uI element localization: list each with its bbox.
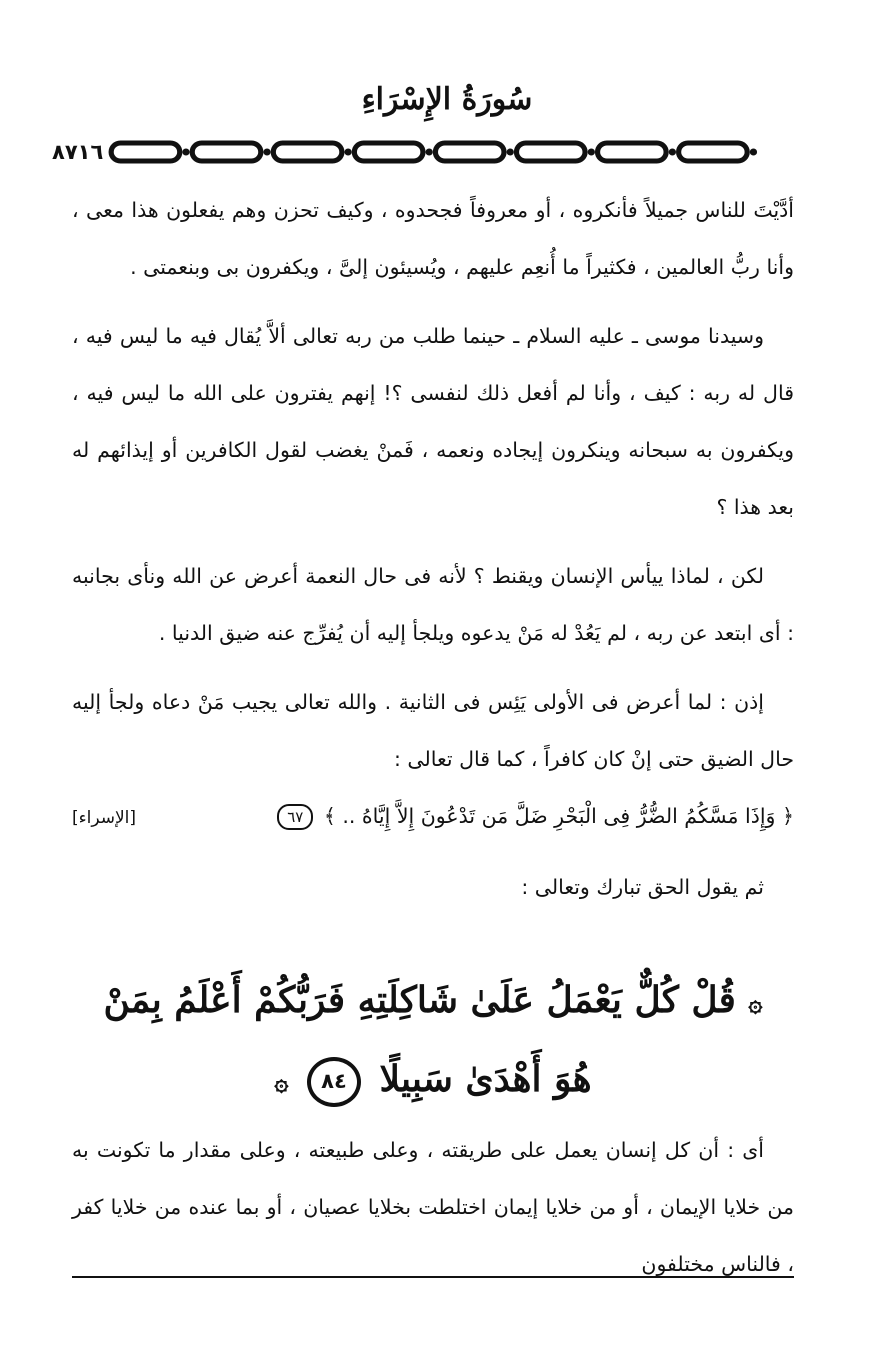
chain-ornament-border [107,135,814,169]
chain-dot [183,149,190,156]
intro-line: ثم يقول الحق تبارك وتعالى : [521,875,764,899]
chain-link [517,143,586,161]
main-verse-text-1: قُلْ كُلٌّ يَعْمَلُ عَلَىٰ شَاكِلَتِهِ فَرَبُّكُمْ أَعْلَمُ بِمَنْ [103,979,736,1021]
chain-dot [345,149,352,156]
chain-link [355,143,424,161]
surah-title: سُورَةُ الإِسْرَاءِ [361,82,533,117]
paragraph: وسيدنا موسى ـ عليه السلام ـ حينما طلب من ربه تعالى ألاَّ يُقال فيه ما ليس فيه ، قال له ربه : كيف ، وأنا لم أفعل ذلك لنفسى ؟! إنهم يفترون على الله ما ليس فيه ، ويكفرون به سبحانه وينكرون إيجاده ونعمه ، فَمنْ يغضب لقول الكافرين أو إيذائهم له بعد هذا ؟ [72,324,794,519]
chain-link [436,143,505,161]
quoted-verse [273,788,794,845]
chain-link [193,143,262,161]
chain-dot [750,149,757,156]
main-verse-line-2 [72,1041,794,1120]
chain-link [598,143,667,161]
chain-dot [426,149,433,156]
chain-dot [507,149,514,156]
chain-dot [588,149,595,156]
commentary-text [72,182,794,916]
chain-dot [264,149,271,156]
ayah-number-badge: ٨٤ [307,1057,361,1107]
chain-link [679,143,748,161]
chain-link [274,143,343,161]
paragraph: لكن ، لماذا ييأس الإنسان ويقنط ؟ لأنه فى حال النعمة أعرض عن الله ونأى بجانبه : أى ابتعد عن ربه ، لم يَعُدْ له مَنْ يدعوه ويلجأ إليه أن يُفرِّج عنه ضيق الدنيا . [72,564,794,645]
header-band [48,135,814,169]
quoted-verse-line [72,788,794,847]
commentary-text-bottom [72,1122,794,1293]
main-verse-block [72,962,794,1120]
chain-dot [669,149,676,156]
quoted-ayah-number: ٦٧ [277,804,313,830]
verse-close-ornament-icon: ۞ [274,1067,289,1096]
page-number: ٨٧١٦ [52,140,104,164]
quoted-verse-text: ﴿ وَإِذَا مَسَّكُمُ الضُّرُّ فِى الْبَحْرِ ضَلَّ مَن تَدْعُونَ إِلاَّ إِيَّاهُ .. ﴾ [323,804,794,828]
main-verse-line-1 [72,962,794,1041]
main-verse-text-2: هُوَ أَهْدَىٰ سَبِيلًا [379,1058,592,1100]
chain-link [111,143,180,161]
verse-open-ornament-icon: ۞ [748,988,763,1017]
paragraph: إذن : لما أعرض فى الأولى يَئِس فى الثانية . والله تعالى يجيب مَنْ دعاه ولجأ إليه حال الضيق حتى إنْ كان كافراً ، كما قال تعالى : [72,690,794,771]
paragraph: أى : أن كل إنسان يعمل على طريقته ، وعلى طبيعته ، وعلى مقدار ما تكونت به من خلايا الإيمان ، أو من خلايا إيمان اختلطت بخلايا عصيان ، أو بما عنده من خلايا كفر ، فالناس مختلفون [72,1138,794,1276]
surah-reference: [الإسراء] [72,808,137,828]
footer-divider [72,1276,794,1278]
paragraph: أدَّيْتَ للناس جميلاً فأنكروه ، أو معروفاً فجحدوه ، وكيف تحزن وهم يفعلون هذا معى ، وأنا ربُّ العالمين ، فكثيراً ما أُنعِم عليهم ، ويُسيئون إلىَّ ، ويكفرون بى وبنعمتى . [72,198,794,279]
